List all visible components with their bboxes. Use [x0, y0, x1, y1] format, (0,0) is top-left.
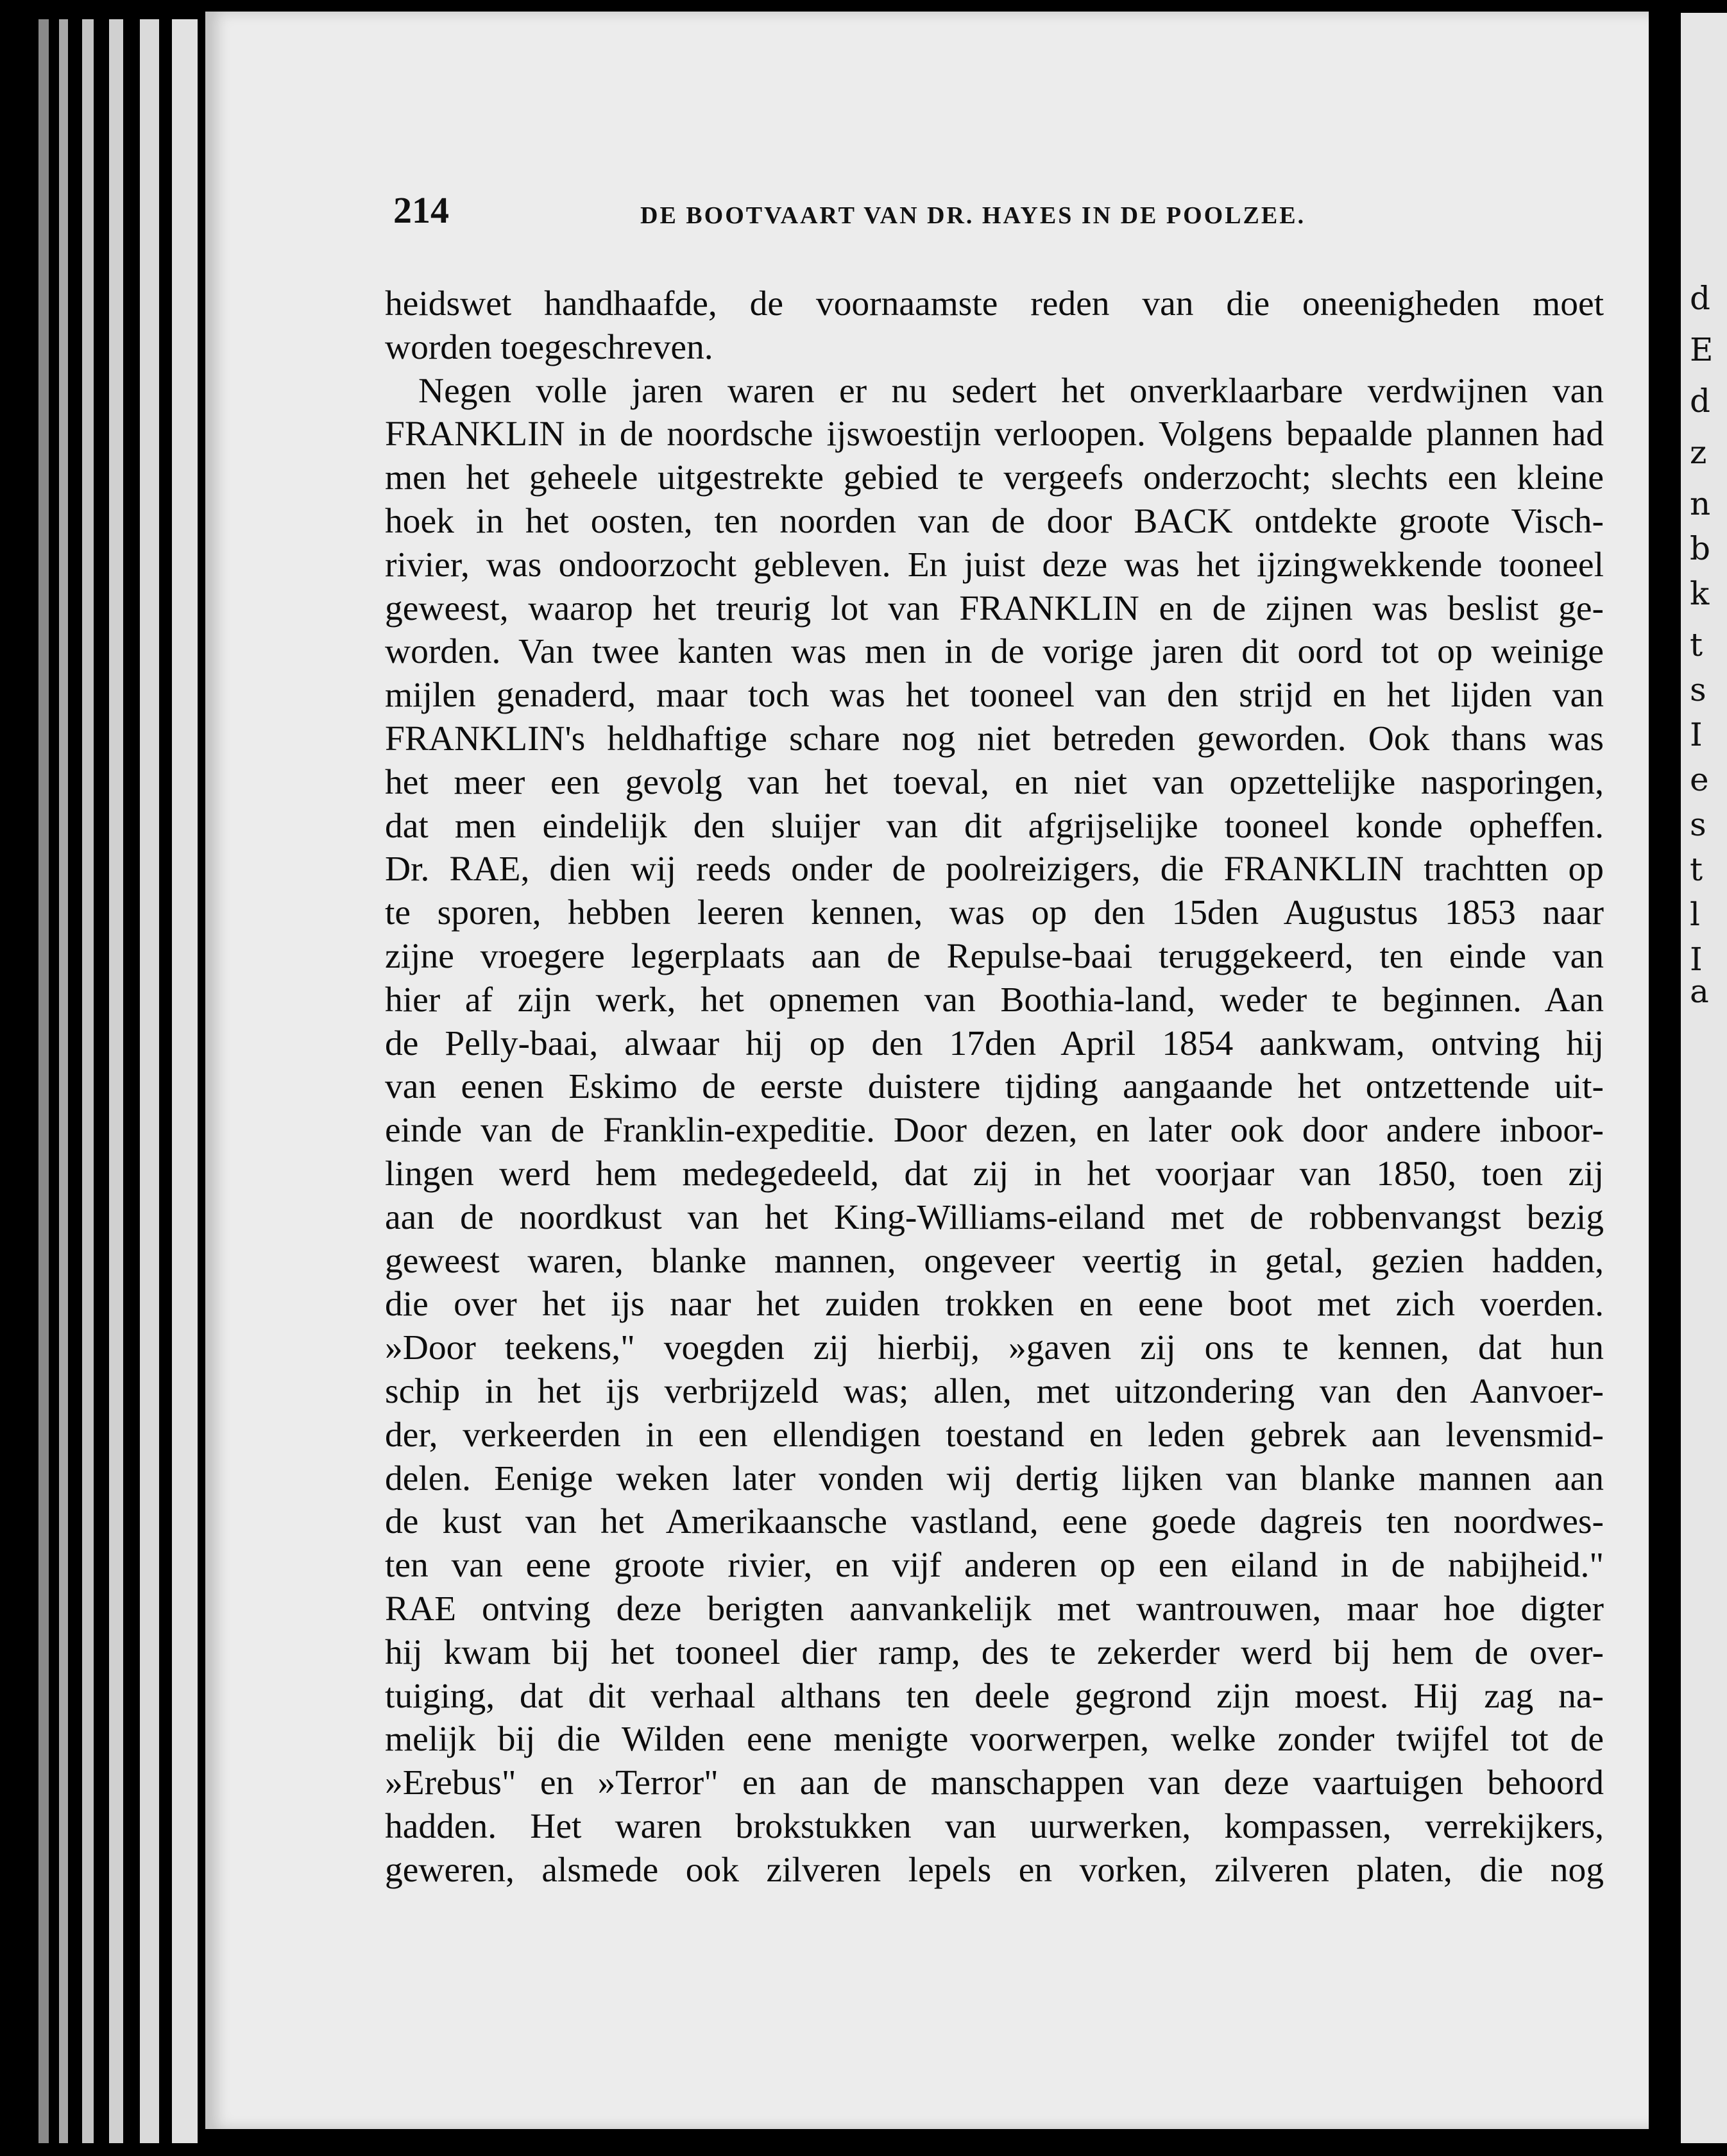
text-line: »Door teekens," voegden zij hierbij, »gaven zij ons te kennen, dat hun	[385, 1328, 1604, 1368]
text-line: worden. Van twee kanten was men in de vorige jaren dit oord tot op weinige	[385, 632, 1604, 672]
text-line: ten van eene groote rivier, en vijf anderen op een eiland in de nabijheid."	[385, 1546, 1604, 1586]
facing-page-letter: I	[1690, 716, 1703, 753]
text-line: heidswet handhaafde, de voornaamste reden van die oneenigheden moet	[385, 284, 1604, 323]
text-line: tuiging, dat dit verhaal althans ten deele gegrond zijn moest. Hij zag na-	[385, 1676, 1604, 1716]
facing-page-letter: d	[1690, 280, 1711, 317]
facing-page-letter: z	[1690, 434, 1707, 471]
facing-page-letter: a	[1690, 973, 1709, 1010]
body-text	[385, 282, 1604, 1892]
page-edge	[59, 19, 68, 2143]
text-line: men het geheele uitgestrekte gebied te vergeefs onderzocht; slechts een kleine	[385, 458, 1604, 498]
page-edge	[38, 19, 49, 2143]
facing-page-letter: t	[1690, 626, 1703, 663]
text-line: te sporen, hebben leeren kennen, was op den 15den Augustus 1853 naar	[385, 893, 1604, 933]
text-line: einde van de Franklin-expeditie. Door dezen, en later ook door andere inboor-	[385, 1111, 1604, 1151]
text-line: der, verkeerden in een ellendigen toestand en leden gebrek aan levensmid-	[385, 1415, 1604, 1455]
facing-page-letter: n	[1690, 485, 1711, 522]
facing-page-letter: s	[1690, 671, 1706, 708]
text-line: hij kwam bij het tooneel dier ramp, des te zekerder werd bij hem de over-	[385, 1632, 1604, 1672]
text-line: »Erebus" en »Terror" en aan de manschappen van deze vaartuigen behoord	[385, 1763, 1604, 1803]
text-line: Negen volle jaren waren er nu sedert het onverklaarbare verdwijnen van	[418, 371, 1604, 411]
text-line: zijne vroegere legerplaats aan de Repulse-baai teruggekeerd, ten einde van	[385, 936, 1604, 976]
page-edge	[109, 19, 123, 2143]
text-line: Dr. RAE, dien wij reeds onder de poolreizigers, die FRANKLIN trachtten op	[385, 850, 1604, 889]
facing-page-letter: k	[1690, 575, 1710, 612]
facing-page-letter: s	[1690, 806, 1706, 843]
text-line: geweren, alsmede ook zilveren lepels en vorken, zilveren platen, die nog	[385, 1850, 1604, 1890]
text-line: FRANKLIN's heldhaftige schare nog niet betreden geworden. Ook thans was	[385, 719, 1604, 758]
page-edge	[140, 19, 159, 2143]
text-line: RAE ontving deze berigten aanvankelijk met wantrouwen, maar hoe digter	[385, 1589, 1604, 1629]
text-line: geweest waren, blanke mannen, ongeveer veertig in getal, gezien hadden,	[385, 1241, 1604, 1281]
text-line: mijlen genaderd, maar toch was het tooneel van den strijd en het lijden van	[385, 676, 1604, 715]
facing-page-letter: t	[1690, 851, 1703, 888]
running-head: DE BOOTVAART VAN DR. HAYES IN DE POOLZEE.	[640, 202, 1306, 229]
facing-page-letter: E	[1690, 331, 1714, 368]
text-line: van eenen Eskimo de eerste duistere tijding aangaande het ontzettende uit-	[385, 1067, 1604, 1107]
text-line: het meer een gevolg van het toeval, en niet van opzettelijke nasporingen,	[385, 762, 1604, 802]
text-line: schip in het ijs verbrijzeld was; allen, met uitzondering van den Aanvoer-	[385, 1371, 1604, 1411]
facing-page-edge	[1681, 13, 1727, 2143]
facing-page-letter: d	[1690, 382, 1711, 420]
text-line: aan de noordkust van het King-Williams-eiland met de robbenvangst bezig	[385, 1197, 1604, 1237]
text-line: rivier, was ondoorzocht gebleven. En juist deze was het ijzingwekkende tooneel	[385, 545, 1604, 585]
text-line: de Pelly-baai, alwaar hij op den 17den April 1854 aankwam, ontving hij	[385, 1023, 1604, 1063]
text-line: hadden. Het waren brokstukken van uurwerken, kompassen, verrekijkers,	[385, 1806, 1604, 1846]
page-number: 214	[393, 189, 449, 231]
facing-page-letter: b	[1690, 530, 1711, 567]
page-header	[393, 189, 1381, 240]
text-line: FRANKLIN in de noordsche ijswoestijn verloopen. Volgens bepaalde plannen had	[385, 415, 1604, 454]
text-line: worden toegeschreven.	[385, 327, 713, 367]
text-line: geweest, waarop het treurig lot van FRANKLIN en de zijnen was beslist ge-	[385, 588, 1604, 628]
facing-page-letter: e	[1690, 761, 1709, 798]
text-line: hier af zijn werk, het opnemen van Boothia-land, weder te beginnen. Aan	[385, 980, 1604, 1020]
text-line: hoek in het oosten, ten noorden van de door BACK ontdekte groote Visch-	[385, 501, 1604, 541]
text-line: delen. Eenige weken later vonden wij dertig lijken van blanke mannen aan	[385, 1459, 1604, 1498]
text-line: dat men eindelijk den sluijer van dit afgrijselijke tooneel konde opheffen.	[385, 806, 1604, 846]
page-edge	[172, 19, 198, 2143]
text-line: die over het ijs naar het zuiden trokken en eene boot met zich voerden.	[385, 1285, 1604, 1324]
page-edge	[82, 19, 94, 2143]
facing-page-letter: I	[1690, 941, 1703, 978]
facing-page-letter: l	[1690, 896, 1700, 933]
text-line: lingen werd hem medegedeeld, dat zij in het voorjaar van 1850, toen zij	[385, 1154, 1604, 1194]
text-line: melijk bij die Wilden eene menigte voorwerpen, welke zonder twijfel tot de	[385, 1720, 1604, 1759]
text-line: de kust van het Amerikaansche vastland, eene goede dagreis ten noordwes-	[385, 1502, 1604, 1542]
